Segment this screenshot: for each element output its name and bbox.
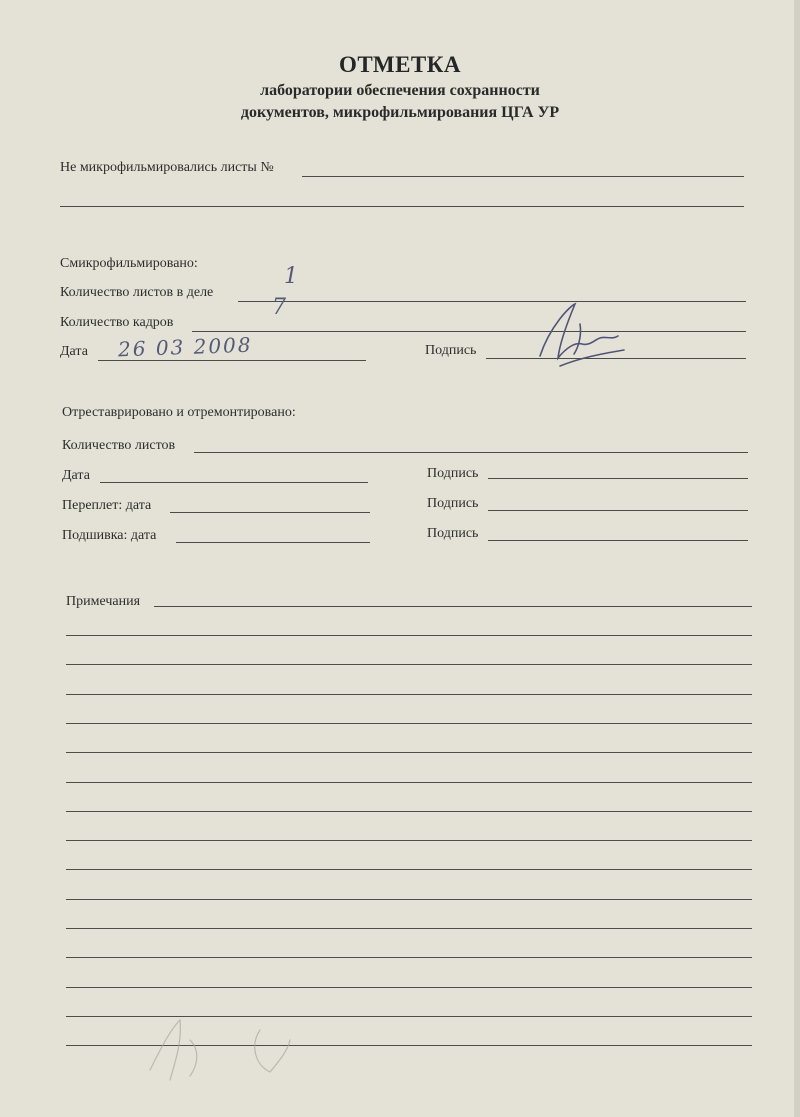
page-subtitle-line2: документов, микрофильмирования ЦГА УР [240,104,560,121]
binding-date-label: Переплет: дата [62,498,152,513]
not-filmed-line-2 [60,206,744,207]
microfilm-date-value: 26 03 2008 [117,332,253,362]
notes-ruled-line [66,957,752,958]
restored-heading: Отреставрировано и отремонтировано: [62,405,296,420]
notes-ruled-line [66,987,752,988]
stitching-signature-line [488,540,748,541]
microfilmed-heading: Смикрофильмировано: [60,256,198,271]
notes-ruled-line [66,899,752,900]
stitching-signature-label: Подпись [427,526,479,541]
pencil-scribble [140,1010,300,1090]
sheets-count-label: Количество листов в деле [60,285,214,300]
restored-signature-label: Подпись [427,466,479,481]
page-title: ОТМЕТКА [338,52,462,77]
page-subtitle-line1: лаборатории обеспечения сохранности [260,82,540,99]
notes-ruled-line [66,811,752,812]
notes-ruled-line [66,840,752,841]
notes-ruled-line [66,694,752,695]
notes-ruled-line [66,635,752,636]
microfilm-signature-label: Подпись [425,343,477,358]
restored-signature-line [488,478,748,479]
notes-line-first [154,606,752,607]
stitching-date-label: Подшивка: дата [62,528,157,543]
restored-date-line [100,482,368,483]
stitching-date-line [176,542,370,543]
notes-ruled-line [66,664,752,665]
binding-date-line [170,512,370,513]
microfilm-date-label: Дата [60,344,88,359]
sheets-count-value: 1 [284,264,298,289]
restored-count-line [194,452,748,453]
not-filmed-label: Не микрофильмировались листы № [60,160,274,175]
frames-count-value: 7 [272,295,286,320]
binding-signature-line [488,510,748,511]
not-filmed-line [302,176,744,177]
notes-ruled-line [66,752,752,753]
binding-signature-label: Подпись [427,496,479,511]
page-edge [794,0,800,1117]
notes-ruled-line [66,869,752,870]
restored-date-label: Дата [62,468,90,483]
notes-ruled-line [66,723,752,724]
sheets-count-line [238,301,746,302]
notes-label: Примечания [66,594,141,609]
microfilm-signature [520,296,630,376]
notes-ruled-line [66,782,752,783]
notes-ruled-line [66,928,752,929]
frames-count-label: Количество кадров [60,315,174,330]
restored-count-label: Количество листов [62,438,176,453]
frames-count-line [192,331,746,332]
